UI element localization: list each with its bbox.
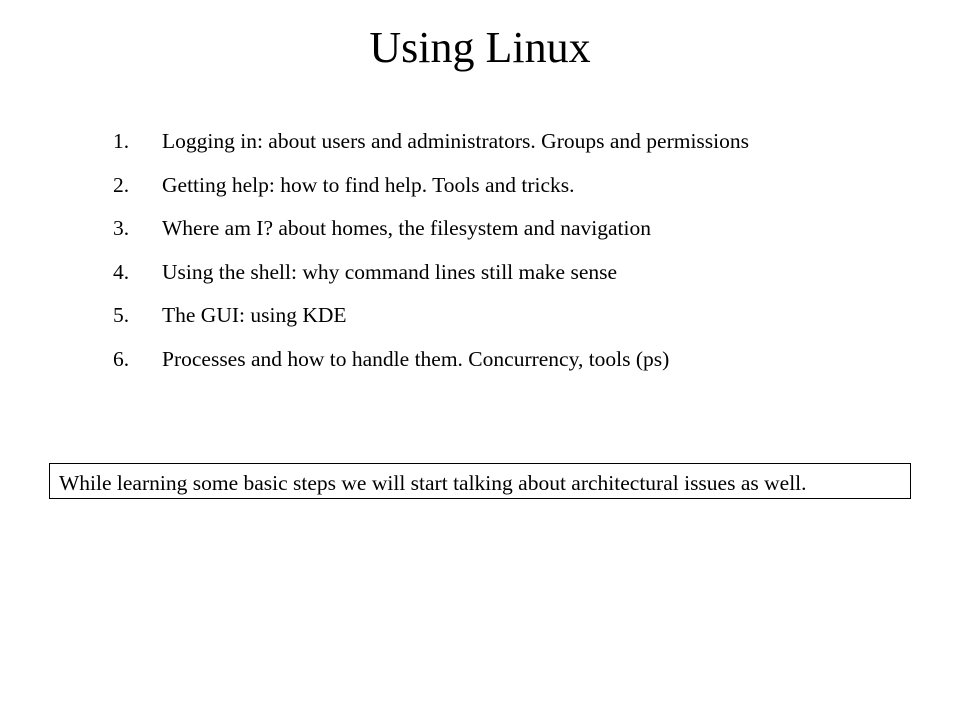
- list-item: [113, 128, 749, 172]
- list-item: [113, 172, 749, 216]
- note-box: [49, 463, 911, 499]
- list-item-text: Processes and how to handle them. Concurrency, tools (ps): [162, 346, 670, 371]
- list-item-text: Where am I? about homes, the filesystem and navigation: [162, 216, 651, 240]
- agenda-list: [113, 128, 749, 389]
- list-item-number: 6.: [113, 346, 130, 371]
- list-item-number: 1.: [113, 129, 130, 153]
- list-item: [113, 215, 749, 259]
- list-item: [113, 259, 749, 303]
- note-text: While learning some basic steps we will start talking about architectural issues as well.: [59, 471, 807, 495]
- list-item-number: 4.: [113, 259, 130, 284]
- list-item: [113, 302, 749, 346]
- list-item-text: The GUI: using KDE: [162, 303, 347, 327]
- list-item: [113, 346, 749, 390]
- list-item-text: Getting help: how to find help. Tools and tricks.: [162, 172, 575, 197]
- list-item-number: 3.: [113, 216, 130, 240]
- list-item-number: 2.: [113, 172, 130, 197]
- slide-title: Using Linux: [369, 23, 591, 72]
- list-item-number: 5.: [113, 303, 130, 327]
- list-item-text: Using the shell: why command lines still make sense: [162, 259, 618, 284]
- list-item-text: Logging in: about users and administrators. Groups and permissions: [162, 129, 749, 153]
